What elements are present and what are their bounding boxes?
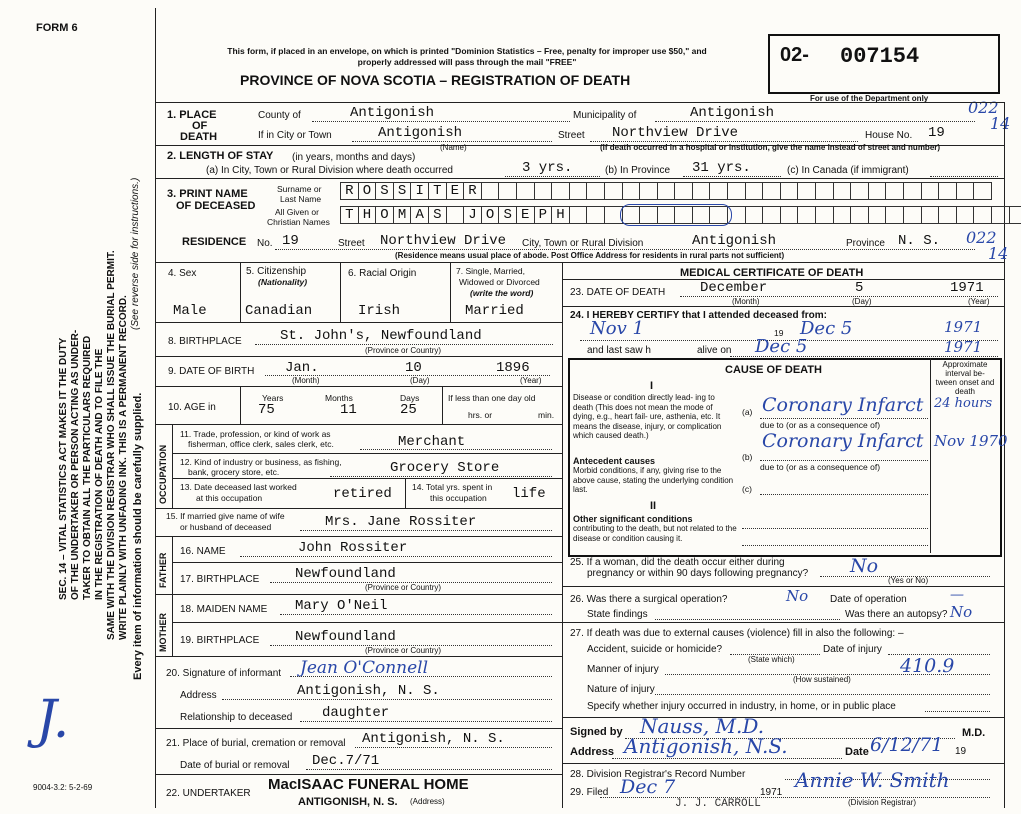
mother-bp-label: 19. BIRTHPLACE (180, 635, 260, 646)
q27-label: 27. If death was due to external causes (violence) fill in also the following: – (570, 628, 904, 639)
undertaker-name: MacISAAC FUNERAL HOME (268, 776, 469, 793)
alive-on-label: alive on (697, 345, 732, 356)
q27-manner-label: Manner of injury (587, 664, 659, 675)
informant-rel-label: Relationship to deceased (180, 712, 293, 723)
total-years-label-2: this occupation (430, 493, 487, 503)
birthplace-label: 8. BIRTHPLACE (168, 336, 242, 347)
last-worked-value: retired (333, 486, 392, 502)
residence-ctr: Antigonish (692, 233, 777, 249)
citizenship-sub: (Nationality) (258, 277, 308, 287)
cause-b-mark: (b) (742, 452, 753, 462)
informant-addr-label: Address (180, 690, 217, 701)
interval-header: Approximate interval be- tween onset and death (935, 360, 995, 396)
race-value: Irish (358, 303, 401, 319)
sex-value: Male (173, 303, 207, 319)
burial-place: Antigonish, N. S. (362, 731, 505, 747)
given-letter: S (498, 206, 516, 224)
residence-no-label: No. (257, 238, 273, 249)
cause-a-interval: 24 hours (934, 396, 993, 411)
mother-maiden: Mary O'Neil (295, 598, 388, 614)
industry-value: Grocery Store (390, 460, 500, 476)
dob-year: 1896 (496, 360, 530, 376)
q26-findings-label: State findings (587, 609, 648, 620)
burial-place-label: 21. Place of burial, cremation or removal (166, 738, 346, 749)
cause-b-interval: Nov 1970 (934, 432, 1008, 450)
marital-label-1: 7. Single, Married, (456, 266, 525, 276)
total-years-value: life (512, 486, 546, 502)
last-saw-date: Dec 5 (755, 336, 808, 357)
registration-number-box (768, 34, 1000, 94)
stay-b-value: 31 yrs. (692, 160, 751, 176)
citizenship-label: 5. Citizenship (246, 266, 307, 277)
last-worked-label-1: 13. Date deceased last worked (180, 482, 297, 492)
side-text-6: WRITE PLAINLY WITH UNFADING INK. THIS IS A PERMANENT RECORD. (118, 295, 129, 640)
q26-autopsy: No (950, 603, 973, 621)
signed-date-label: Date (845, 746, 869, 758)
initial-mark: J. (36, 690, 70, 750)
stay-a-label: (a) In City, Town or Rural Division where death occurred (206, 165, 453, 176)
surname-letter: I (410, 182, 428, 200)
dod-label: 23. DATE OF DEATH (570, 287, 666, 298)
stay-units: (in years, months and days) (292, 152, 416, 163)
filed-date: Dec 7 (620, 776, 676, 798)
residence-note: (Residence means usual place of abode. Post Office Address for residents in rural parts not sufficient) (395, 251, 785, 260)
burial-date: Dec.7/71 (312, 753, 380, 769)
signed-address-label: Address (570, 746, 615, 758)
stay-c-label: (c) In Canada (if immigrant) (787, 165, 909, 176)
industry-label-2: bank, grocery store, etc. (188, 467, 280, 477)
code-b: 14 (990, 114, 1011, 133)
q26-autopsy-label: Was there an autopsy? (845, 609, 948, 620)
q27-accident-label: Accident, suicide or homicide? (587, 644, 723, 655)
dob-day-note: (Day) (410, 376, 430, 385)
q25-note: (Yes or No) (888, 576, 929, 585)
age-months: 11 (340, 402, 357, 418)
q28-label: 28. Division Registrar's Record Number (570, 769, 746, 780)
direct-cause-label: Disease or condition directly lead- ing to death (This does not mean the mode of dying, e.g., heart fail- ure, asthenia, etc. It means the disease, injury, or complication which caused death.) (573, 393, 722, 440)
due-to-a: due to (or as a consequence of) (760, 420, 881, 430)
age-days-label: Days (400, 393, 420, 403)
industry-label-1: 12. Kind of industry or business, as fishing, (180, 457, 342, 467)
name-label-1: 3. PRINT NAME (167, 188, 248, 200)
residence-street: Northview Drive (380, 233, 507, 249)
attended-to: Dec 5 (800, 318, 853, 339)
reg-number: 007154 (840, 44, 920, 69)
page-title: PROVINCE OF NOVA SCOTIA – REGISTRATION OF DEATH (240, 72, 631, 88)
cause-title: CAUSE OF DEATH (725, 364, 822, 376)
municipality-label: Municipality of (573, 110, 637, 121)
signed-date: 6/12/71 (870, 734, 944, 756)
due-to-b: due to (or as a consequence of) (760, 462, 881, 472)
age-years-label: Years (262, 393, 284, 403)
given-letter: H (551, 206, 569, 224)
given-letter: E (516, 206, 534, 224)
total-years-label-1: 14. Total yrs. spent in (412, 482, 493, 492)
mother-side-label: MOTHER (158, 613, 168, 652)
given-label-1: All Given or (275, 207, 319, 217)
undertaker-addr-note: (Address) (410, 797, 445, 806)
reg-prefix: 02- (780, 44, 809, 66)
marital-label-3: (write the word) (470, 288, 534, 298)
other-conditions-title: Other significant conditions (573, 514, 693, 524)
surname-label-1: Surname or (277, 184, 322, 194)
last-worked-label-2: at this occupation (196, 493, 263, 503)
side-text-1: SEC. 14 – VITAL STATISTICS ACT MAKES IT THE DUTY (58, 337, 69, 600)
attended-from: Nov 1 (590, 318, 644, 339)
street-label: Street (558, 130, 585, 141)
md-label: M.D. (962, 727, 986, 739)
father-name: John Rossiter (298, 540, 408, 556)
dod-month: December (700, 280, 768, 296)
burial-date-label: Date of burial or removal (180, 760, 290, 771)
cause-a-mark: (a) (742, 407, 753, 417)
dept-use-note: For use of the Department only (810, 94, 929, 103)
city-label: If in City or Town (258, 130, 332, 141)
q26-value: No (786, 587, 809, 605)
residence-street-label: Street (338, 238, 365, 249)
cause-b: Coronary Infarct (762, 430, 924, 452)
dob-label: 9. DATE OF BIRTH (168, 366, 255, 377)
dod-month-note: (Month) (732, 297, 760, 306)
city-value: Antigonish (378, 125, 463, 141)
surname-label-2: Last Name (280, 194, 322, 204)
surname-letter: R (340, 182, 358, 200)
age-years: 75 (258, 402, 275, 418)
residence-prov-label: Province (846, 238, 885, 249)
q27-specify-label: Specify whether injury occurred in industry, in home, or in public place (587, 701, 896, 712)
marital-label-2: Widowed or Divorced (459, 277, 540, 287)
given-letter: O (375, 206, 393, 224)
father-name-label: 16. NAME (180, 546, 226, 557)
q26-date: — (950, 587, 964, 603)
q26-date-label: Date of operation (830, 594, 907, 605)
attended-to-year: 1971 (944, 318, 983, 336)
form-id: FORM 6 (36, 22, 78, 34)
given-label-2: Christian Names (267, 217, 330, 227)
q27-code: 410.9 (900, 655, 955, 677)
other-conditions-label: contributing to the death, but not related to the disease or condition causing it. (573, 524, 737, 543)
given-letter: A (410, 206, 428, 224)
q27-nature-label: Nature of injury (587, 684, 655, 695)
filed-year: 1971 (760, 787, 783, 798)
last-saw-year: 1971 (944, 338, 983, 356)
city-name-note: (Name) (440, 143, 467, 152)
physician-address: Antigonish, N.S. (624, 734, 788, 758)
side-text-8: Every item of information should be carefully supplied. (132, 392, 144, 680)
birthplace-value: St. John's, Newfoundland (280, 328, 482, 344)
code-a: 022 (968, 98, 999, 117)
q29-label: 29. Filed (570, 787, 609, 798)
registrar-stamp: J. J. CARROLL (675, 798, 761, 810)
part-one-numeral: I (650, 380, 654, 392)
trade-label-1: 11. Trade, profession, or kind of work as (180, 429, 331, 439)
mother-bp: Newfoundland (295, 629, 396, 645)
name-correction-circle (620, 204, 732, 226)
informant-addr: Antigonish, N. S. (297, 683, 440, 699)
citizenship-value: Canadian (245, 303, 313, 319)
cause-c-mark: (c) (742, 484, 752, 494)
side-text-3: TAKER TO OBTAIN ALL THE PARTICULARS REQUIRED (82, 335, 93, 600)
spouse-label-1: 15. If married give name of wife (166, 511, 285, 521)
name-label-2: OF DECEASED (176, 200, 256, 212)
mother-maiden-label: 18. MAIDEN NAME (180, 604, 268, 615)
q26-label: 26. Was there a surgical operation? (570, 594, 728, 605)
dod-day-note: (Day) (852, 297, 872, 306)
code-c: 022 (966, 228, 997, 247)
marital-value: Married (465, 303, 524, 319)
dob-month-note: (Month) (292, 376, 320, 385)
dob-day: 10 (405, 360, 422, 376)
undertaker-address: ANTIGONISH, N. S. (298, 796, 398, 808)
trade-value: Merchant (398, 434, 466, 450)
side-text-2: OF THE UNDERTAKER OR PERSON ACTING AS UNDER- (70, 329, 81, 600)
last-saw-label: and last saw h (587, 345, 651, 356)
given-letter: O (481, 206, 499, 224)
dod-year: 1971 (950, 280, 984, 296)
residence-no: 19 (282, 233, 299, 249)
from-nineteen: 19 (774, 328, 784, 338)
cause-a: Coronary Infarct (762, 394, 924, 416)
surname-letter: O (358, 182, 376, 200)
informant-rel: daughter (322, 705, 390, 721)
trade-label-2: fisherman, office clerk, sales clerk, etc. (188, 439, 334, 449)
informant-signature: Jean O'Connell (300, 658, 429, 678)
given-letter: T (340, 206, 358, 224)
given-letter: H (358, 206, 376, 224)
father-side-label: FATHER (158, 552, 168, 588)
dob-year-note: (Year) (520, 376, 542, 385)
mail-notice: This form, if placed in an envelope, on which is printed "Dominion Statistics – Free, penalty for improper use $50," and properly addressed will pass through the mail "FREE" (227, 46, 707, 67)
age-months-label: Months (325, 393, 353, 403)
less-day-label: If less than one day old (448, 393, 536, 403)
age-days: 25 (400, 402, 417, 418)
surname-letter: R (463, 182, 481, 200)
q25-value: No (850, 555, 879, 577)
side-text-7: (See reverse side for instructions.) (130, 177, 141, 330)
birthplace-note: (Province or Country) (365, 346, 442, 355)
place-label-3: DEATH (180, 131, 218, 143)
registrar-signature: Annie W. Smith (795, 768, 950, 792)
stay-b-label: (b) In Province (605, 165, 671, 176)
certify-label: 24. I HEREBY CERTIFY that I attended deceased from: (570, 310, 827, 321)
municipality-value: Antigonish (690, 105, 775, 121)
dob-month: Jan. (285, 360, 319, 376)
race-label: 6. Racial Origin (348, 268, 417, 279)
hrs-label: hrs. or (468, 410, 493, 420)
dod-year-note: (Year) (968, 297, 990, 306)
place-label-1: 1. PLACE (167, 109, 217, 121)
form-print-code: 9004-3.2: 5-2-69 (33, 783, 93, 792)
county-label: County of (258, 110, 301, 121)
father-bp: Newfoundland (295, 566, 396, 582)
dod-day: 5 (855, 280, 864, 296)
surname-letter: T (428, 182, 446, 200)
father-bp-label: 17. BIRTHPLACE (180, 574, 260, 585)
q27-state-note: (State which) (748, 655, 795, 664)
spouse-value: Mrs. Jane Rossiter (325, 514, 477, 530)
q25-label-2: pregnancy or within 90 days following pregnancy? (587, 568, 809, 579)
given-letter: S (428, 206, 446, 224)
code-d: 14 (988, 244, 1009, 263)
medical-title: MEDICAL CERTIFICATE OF DEATH (680, 267, 864, 279)
hospital-note: (If death occurred in a hospital or institution, give the name instead of street and number) (600, 143, 941, 152)
given-letter: M (393, 206, 411, 224)
undertaker-label: 22. UNDERTAKER (166, 788, 251, 799)
signed-nineteen: 19 (955, 746, 967, 757)
antecedent-title: Antecedent causes (573, 456, 656, 466)
surname-letter: S (375, 182, 393, 200)
part-two-numeral: II (650, 500, 657, 512)
residence-label: RESIDENCE (182, 236, 247, 248)
county-value: Antigonish (350, 105, 435, 121)
q25-label-1: 25. If a woman, did the death occur either during (570, 557, 785, 568)
street-value: Northview Drive (612, 125, 739, 141)
house-label: House No. (865, 130, 913, 141)
sex-label: 4. Sex (168, 268, 197, 279)
given-letter: P (534, 206, 552, 224)
residence-ctr-label: City, Town or Rural Division (522, 238, 644, 249)
spouse-label-2: or husband of deceased (180, 522, 272, 532)
stay-a-value: 3 yrs. (522, 160, 573, 176)
informant-sig-label: 20. Signature of informant (166, 668, 282, 679)
surname-letter: S (393, 182, 411, 200)
given-letter (446, 206, 464, 224)
mother-bp-note: (Province or Country) (365, 646, 442, 655)
stay-label: 2. LENGTH OF STAY (167, 150, 274, 162)
father-bp-note: (Province or Country) (365, 583, 442, 592)
surname-letter: E (446, 182, 464, 200)
q27-date-label: Date of injury (823, 644, 882, 655)
min-label: min. (538, 410, 555, 420)
physician-signature: Nauss, M.D. (640, 714, 765, 738)
house-value: 19 (928, 125, 945, 141)
age-label: 10. AGE in (168, 402, 216, 413)
surname-boxes (340, 182, 992, 200)
residence-prov: N. S. (898, 233, 941, 249)
antecedent-label: Morbid conditions, if any, giving rise to the above cause, stating the underlying condition last. (573, 466, 734, 494)
place-label-2: OF (192, 120, 208, 132)
occupation-side-label: OCCUPATION (158, 444, 168, 504)
side-text-4: IN THE REGISTRATION OF DEATH AND TO FILE THE (94, 348, 105, 600)
given-letter: J (463, 206, 481, 224)
side-text-5: SAME WITH THE DIVISION REGISTRAR WHO SHALL ISSUE THE BURIAL PERMIT. (106, 250, 117, 640)
signed-by-label: Signed by (570, 726, 623, 738)
q27-sustained-note: (How sustained) (793, 675, 851, 684)
registrar-note: (Division Registrar) (848, 798, 917, 807)
